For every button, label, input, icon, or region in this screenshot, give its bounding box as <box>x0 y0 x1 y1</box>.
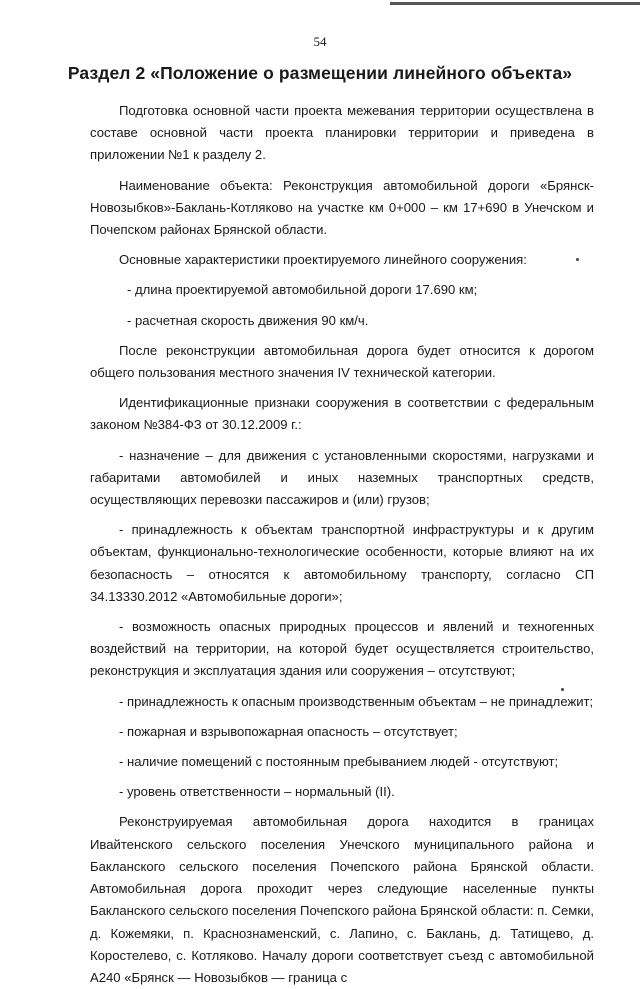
list-item-responsibility: - уровень ответственности – нормальный (II). <box>119 784 395 800</box>
list-item-fire-danger: - пожарная и взрывопожарная опасность – отсутствует; <box>119 723 458 739</box>
list-item-purpose: - назначение – для движения с установленными скоростями, нагрузками и габаритами автомобилей и иных наземных транспортных средств, осуществляющих перевозки пассажиров и (или) грузов; <box>90 447 594 508</box>
scan-speck <box>576 258 579 261</box>
paragraph-object-name: Наименование объекта: Реконструкция автомобильной дороги «Брянск-Новозыбков»-Баклань-Котляково на участке км 0+000 – км 17+690 в Унечском и Почепском районах Брянской области. <box>90 177 594 238</box>
list-item-hazards: - возможность опасных природных процессов и явлений и техногенных воздействий на территории, на которой будет осуществляется строительство, реконструкция и эксплуатация здания или сооружения – отсутствуют; <box>90 619 594 679</box>
section-heading: Раздел 2 «Положение о размещении линейного объекта» <box>67 63 573 83</box>
paragraph-intro: Подготовка основной части проекта межевания территории осуществлена в составе основной части проекта планировки территории и приведена в приложении №1 к разделу 2. <box>90 103 594 163</box>
list-item-infrastructure: - принадлежность к объектам транспортной инфраструктуры и к другим объектам, функционально-технологические особенности, которые влияют на их безопасность – относятся к автомобильному транспорту, согласно СП 34.13330.2012 «Автомобильные дороги»; <box>90 522 594 604</box>
paragraph-identification: Идентификационные признаки сооружения в соответствии с федеральным законом №384-ФЗ от 30.12.2009 г.: <box>90 395 594 433</box>
document-body <box>90 92 594 989</box>
paragraph-characteristics: Основные характеристики проектируемого линейного сооружения: <box>119 252 527 268</box>
list-item-speed: - расчетная скорость движения 90 км/ч. <box>127 312 369 328</box>
paragraph-location: Реконструируемая автомобильная дорога находится в границах Ивайтенского сельского поселения Унечского муниципального района и Бакланского сельского поселения Почепского района Брянской области. Автомобильная дорога проходит через следующие населенные пункты Бакланского сельского поселения Почепского района Брянской области: п. Семки, д. Кожемяки, п. Краснознаменский, с. Лапино, с. Баклань, д. Татищево, д. Коростелево, с. Котляково. Началу дороги соответствует съезд с автомобильной А240 «Брянск — Новозыбков — граница с <box>90 814 594 985</box>
paragraph-category: После реконструкции автомобильная дорога будет относится к дорогом общего пользования местного значения IV технической категории. <box>90 342 594 381</box>
page-number: 54 <box>313 34 327 49</box>
list-item-premises: - наличие помещений с постоянным пребыванием людей - отсутствуют; <box>119 754 559 770</box>
list-item-hazardous-objects: - принадлежность к опасным производственным объектам – не принадлежит; <box>119 693 594 709</box>
list-item-length: - длина проектируемой автомобильной дороги 17.690 км; <box>127 282 478 298</box>
scan-speck <box>561 688 564 691</box>
scan-edge-line <box>390 2 640 5</box>
